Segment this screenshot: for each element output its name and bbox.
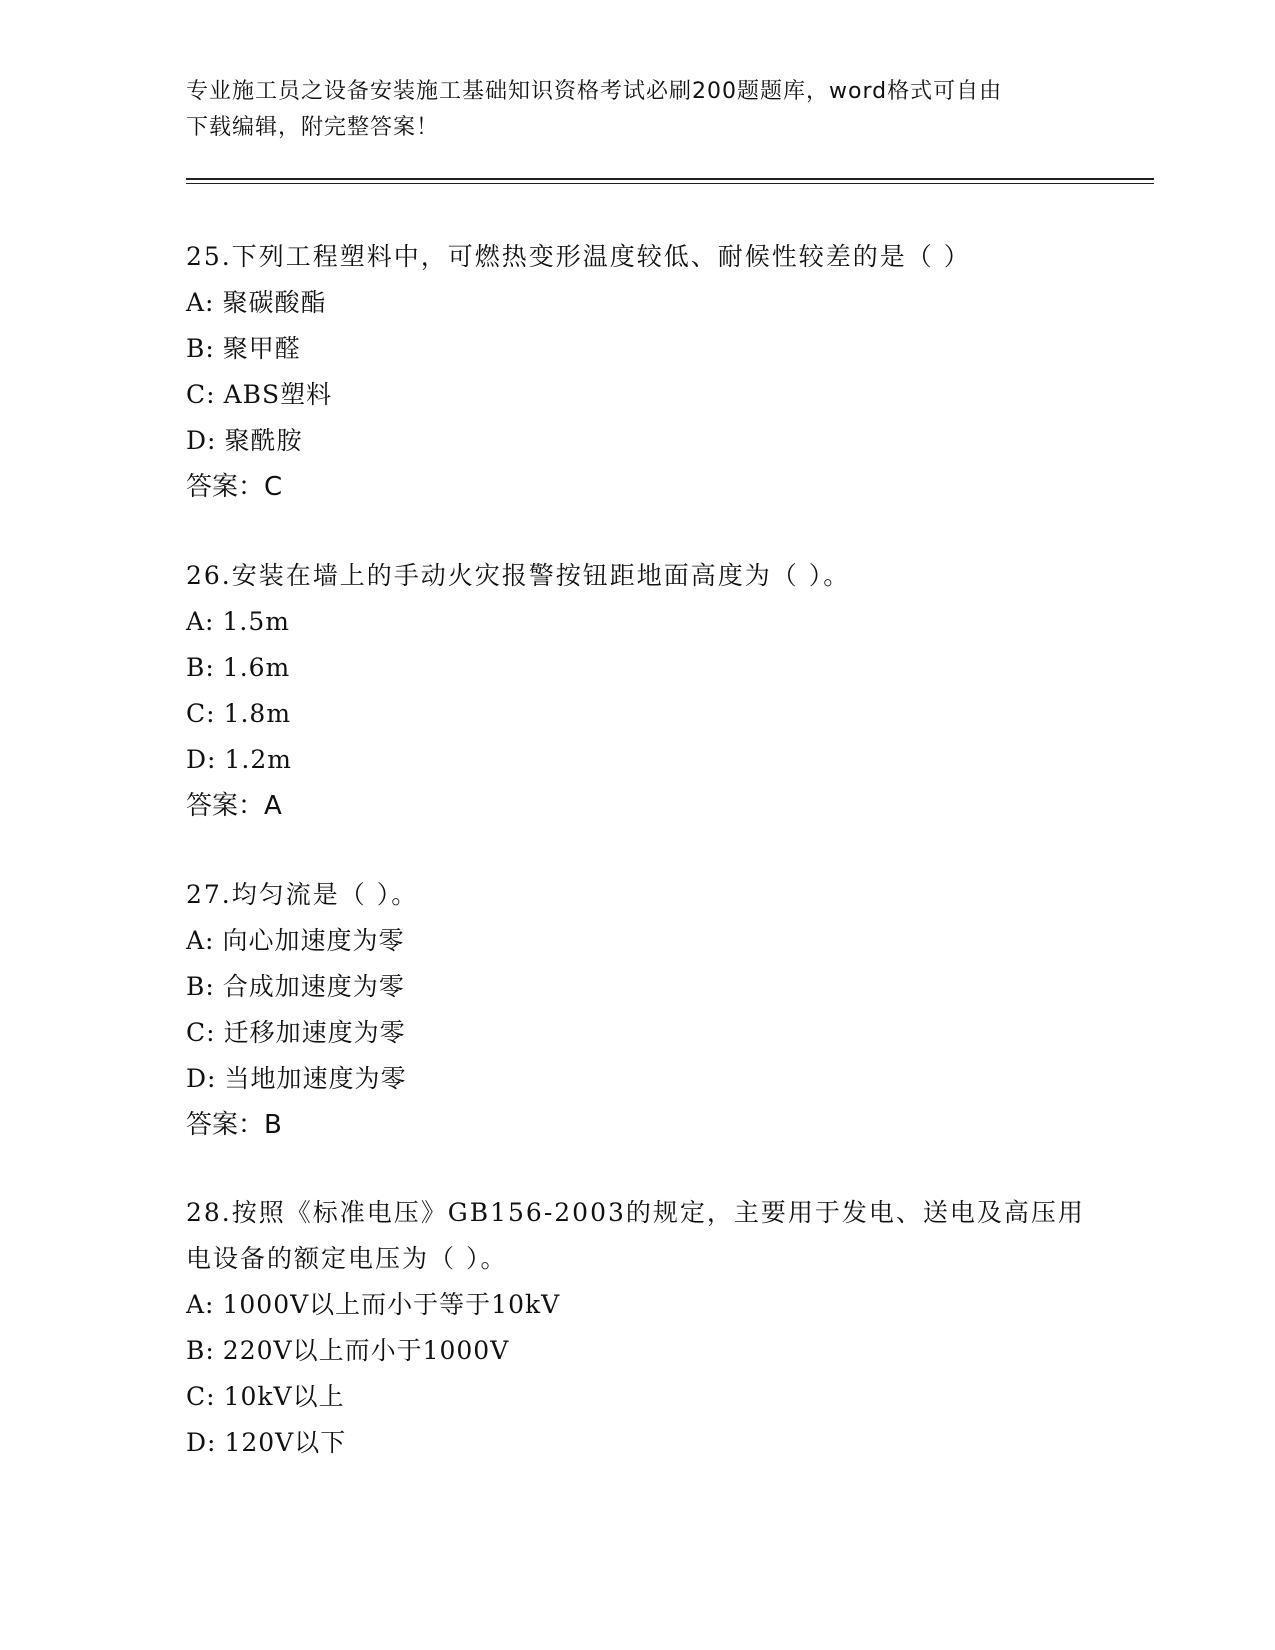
option-d xyxy=(186,1056,1086,1102)
option-key: C: xyxy=(186,1018,216,1047)
option-text: 聚酰胺 xyxy=(224,426,303,455)
question-26 xyxy=(186,553,1086,829)
option-key: A: xyxy=(186,926,215,955)
option-key: B: xyxy=(186,972,215,1001)
option-key: C: xyxy=(186,380,216,409)
option-c xyxy=(186,372,1086,418)
answer-line: 答案：C xyxy=(186,472,283,502)
option-c xyxy=(186,1374,1086,1420)
option-key: A: xyxy=(186,288,215,317)
question-stem: 28.按照《标准电压》GB156-2003的规定，主要用于发电、送电及高压用电设备的额定电压为（ ）。 xyxy=(186,1198,1085,1273)
option-text: 120V以下 xyxy=(224,1428,347,1457)
option-text: 1.6m xyxy=(222,653,291,682)
question-28 xyxy=(186,1190,1086,1466)
header-line-1: 专业施工员之设备安装施工基础知识资格考试必刷200题题库，word格式可自由 xyxy=(186,79,1003,104)
option-d xyxy=(186,418,1086,464)
header-divider-top xyxy=(186,178,1154,180)
header-divider-bottom xyxy=(186,183,1154,184)
option-key: D: xyxy=(186,1428,217,1457)
option-text: 10kV以上 xyxy=(223,1382,345,1411)
option-text: 1.5m xyxy=(222,607,290,636)
option-a xyxy=(186,918,1086,964)
question-stem: 27.均匀流是（ ）。 xyxy=(186,880,419,909)
option-text: 聚甲醛 xyxy=(222,334,301,363)
question-27 xyxy=(186,872,1086,1148)
option-a xyxy=(186,599,1086,645)
option-text: 迁移加速度为零 xyxy=(223,1018,406,1047)
option-text: 1000V以上而小于等于10kV xyxy=(222,1290,561,1319)
option-b xyxy=(186,326,1086,372)
option-key: B: xyxy=(186,1336,215,1365)
option-a xyxy=(186,280,1086,326)
question-stem: 26.安装在墙上的手动火灾报警按钮距地面高度为（ ）。 xyxy=(186,561,851,590)
option-a xyxy=(186,1282,1086,1328)
document-header xyxy=(186,74,1066,146)
option-d xyxy=(186,1420,1086,1466)
option-text: 1.8m xyxy=(223,699,292,728)
option-key: D: xyxy=(186,745,217,774)
option-key: A: xyxy=(186,607,215,636)
answer-line: 答案：B xyxy=(186,1110,282,1140)
option-text: 合成加速度为零 xyxy=(222,972,405,1001)
question-25 xyxy=(186,234,1086,510)
answer-line: 答案：A xyxy=(186,791,282,821)
option-text: ABS塑料 xyxy=(223,380,333,409)
option-text: 1.2m xyxy=(224,745,292,774)
option-b xyxy=(186,645,1086,691)
option-b xyxy=(186,1328,1086,1374)
option-text: 当地加速度为零 xyxy=(224,1064,407,1093)
question-stem: 25.下列工程塑料中，可燃热变形温度较低、耐候性较差的是（ ） xyxy=(186,242,971,271)
option-key: C: xyxy=(186,1382,216,1411)
option-text: 聚碳酸酯 xyxy=(222,288,327,317)
option-key: D: xyxy=(186,1064,217,1093)
option-key: B: xyxy=(186,334,215,363)
option-key: C: xyxy=(186,699,216,728)
option-key: D: xyxy=(186,426,217,455)
option-c xyxy=(186,1010,1086,1056)
option-c xyxy=(186,691,1086,737)
option-text: 220V以上而小于1000V xyxy=(222,1336,510,1365)
header-line-2: 下载编辑，附完整答案！ xyxy=(186,115,440,140)
option-key: B: xyxy=(186,653,215,682)
option-text: 向心加速度为零 xyxy=(222,926,405,955)
option-key: A: xyxy=(186,1290,215,1319)
option-d xyxy=(186,737,1086,783)
option-b xyxy=(186,964,1086,1010)
